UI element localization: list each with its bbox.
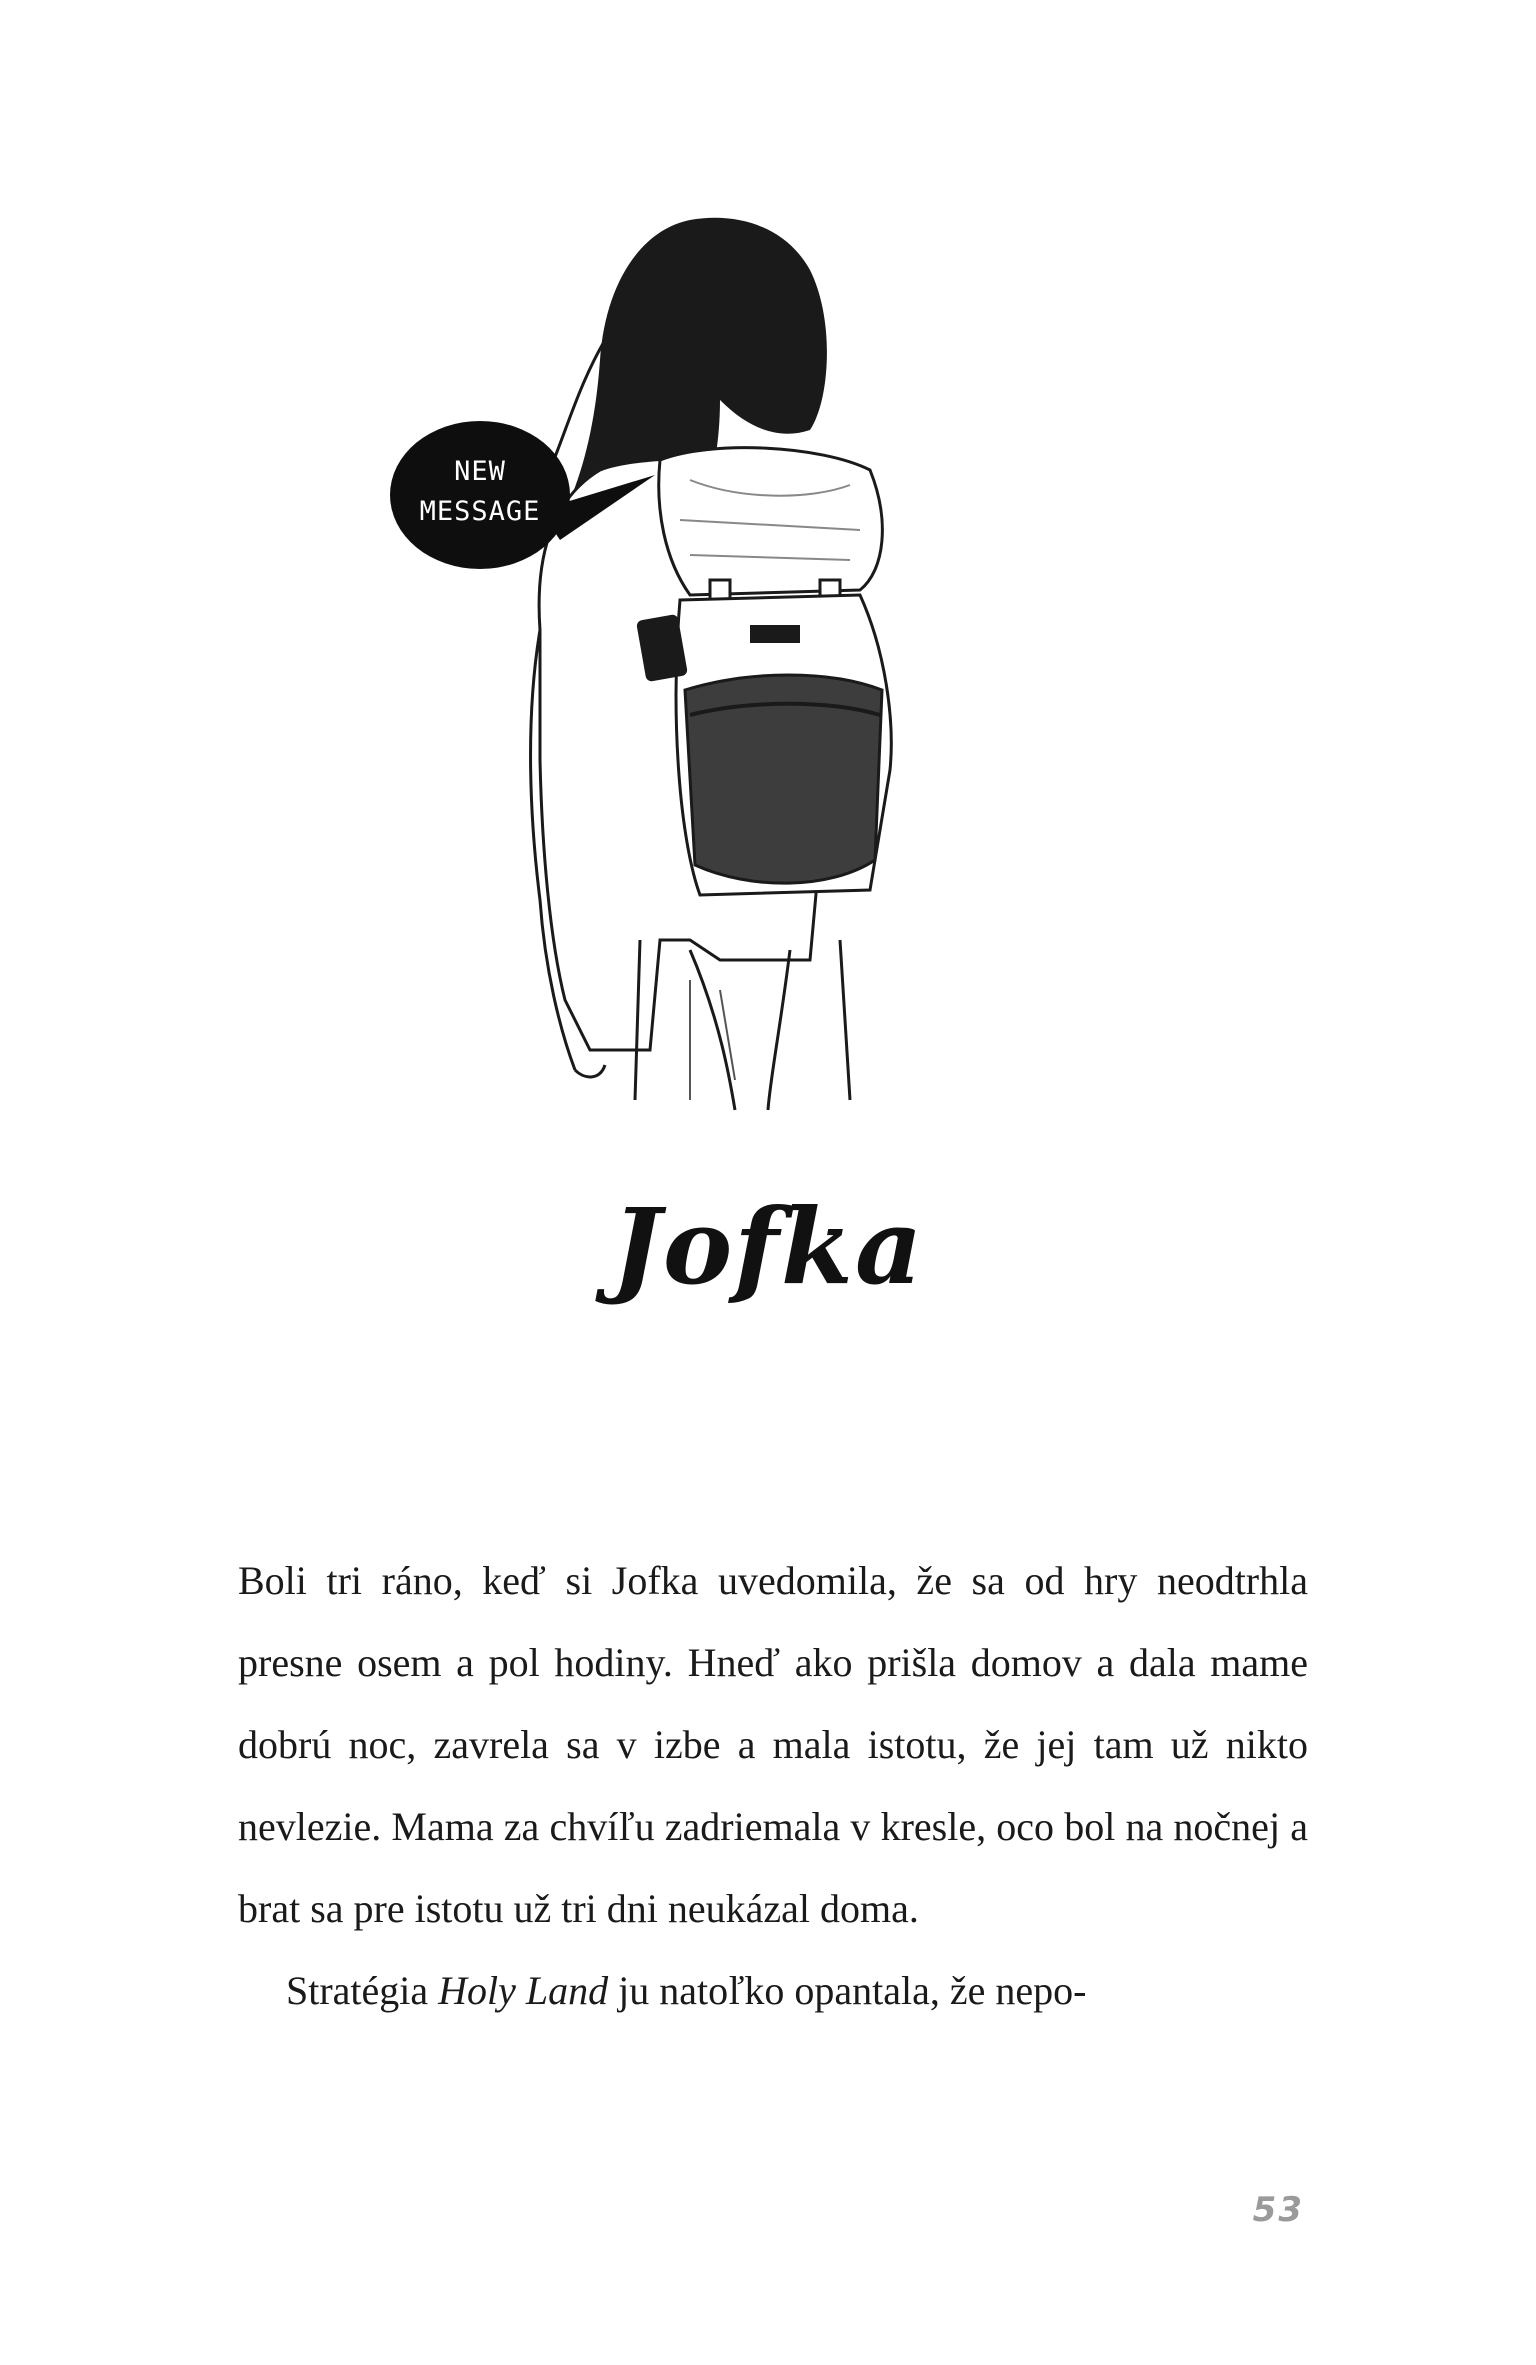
paragraph-2 bbox=[238, 1950, 1308, 2032]
chapter-illustration bbox=[390, 200, 1090, 1120]
backpack-pocket bbox=[685, 675, 882, 883]
bubble-line-message: MESSAGE bbox=[419, 496, 541, 527]
chapter-body bbox=[238, 1540, 1308, 2032]
chapter-title: Jofka bbox=[611, 1185, 925, 1308]
page-number: 53 bbox=[1252, 2190, 1304, 2230]
girl-with-backpack-drawing bbox=[390, 200, 1090, 1120]
paragraph-1: Boli tri ráno, keď si Jofka uvedomila, že sa od hry neodtrhla presne osem a pol hodiny. Hneď ako prišla domov a dala mame dobrú noc, zavrela sa v izbe a mala istotu, že jej tam už nikto nevlezie. Mama za chvíľu zadriemala v kresle, oco bol na nočnej a brat sa pre istotu už tri dni neukázal doma. bbox=[238, 1558, 1308, 1931]
paragraph-2-start: Stratégia bbox=[286, 1968, 439, 2013]
paragraph-2-emphasis: Holy Land bbox=[438, 1968, 609, 2013]
bubble-line-new: NEW bbox=[454, 456, 506, 487]
jeans bbox=[635, 940, 850, 1110]
paragraph-2-end: ju natoľko opantala, že nepo- bbox=[608, 1968, 1087, 2013]
